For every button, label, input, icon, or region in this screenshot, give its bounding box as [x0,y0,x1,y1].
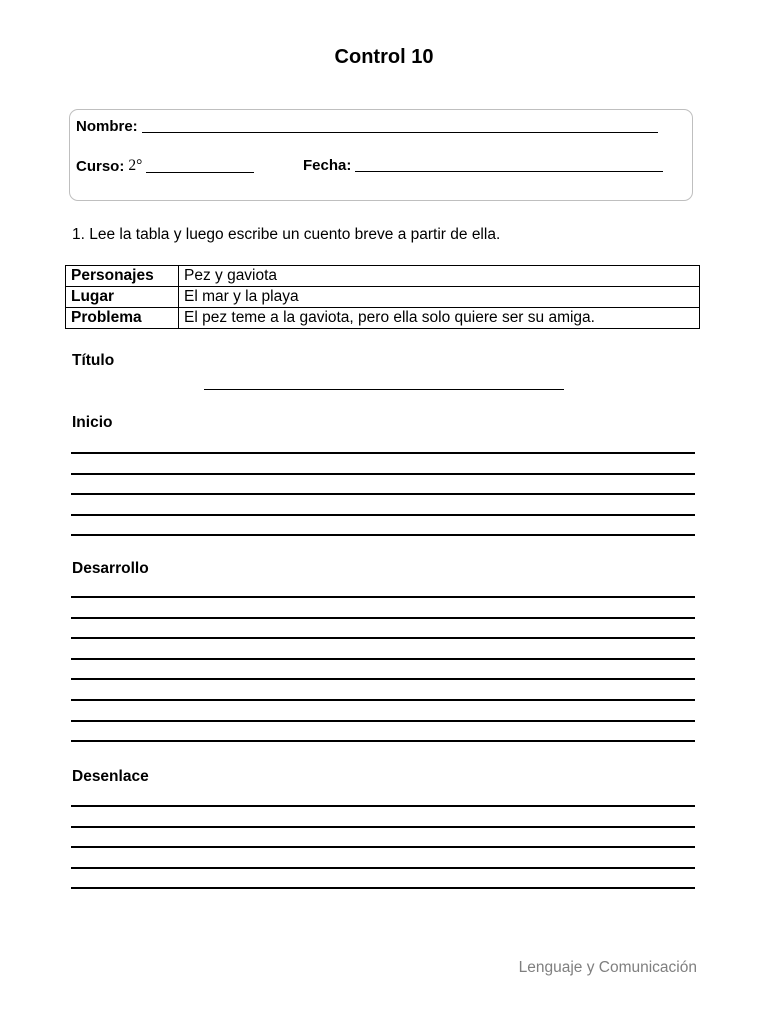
footer-subject: Lenguaje y Comunicación [518,959,697,976]
table-row [66,266,700,287]
fecha-field[interactable] [303,157,663,174]
writing-line[interactable] [71,720,695,722]
writing-line[interactable] [71,699,695,701]
fecha-blank-line[interactable] [355,170,663,172]
story-elements-table [65,265,700,329]
writing-line[interactable] [71,678,695,680]
table-key-cell: Personajes [66,266,179,287]
table-value-cell: El mar y la playa [179,287,700,308]
nombre-label: Nombre: [76,118,138,135]
table-value-cell: El pez teme a la gaviota, pero ella solo quiere ser su amiga. [179,308,700,329]
curso-value: 2° [128,157,143,174]
table-row [66,308,700,329]
nombre-field[interactable] [76,118,658,135]
writing-line[interactable] [71,617,695,619]
table-key-cell: Lugar [66,287,179,308]
writing-line[interactable] [71,826,695,828]
writing-line[interactable] [71,514,695,516]
titulo-writing-line[interactable] [204,389,564,390]
writing-line[interactable] [71,637,695,639]
document-title: Control 10 [334,46,434,68]
desenlace-label: Desenlace [72,768,149,785]
writing-line[interactable] [71,534,695,536]
curso-field[interactable] [76,157,254,175]
curso-label: Curso: [76,158,125,175]
desarrollo-label: Desarrollo [72,560,149,577]
table-key-cell: Problema [66,308,179,329]
writing-line[interactable] [71,493,695,495]
writing-line[interactable] [71,805,695,807]
nombre-blank-line[interactable] [142,131,658,133]
table-row [66,287,700,308]
writing-line[interactable] [71,887,695,889]
writing-line[interactable] [71,658,695,660]
titulo-label: Título [72,352,115,369]
writing-line[interactable] [71,846,695,848]
inicio-label: Inicio [72,414,113,431]
writing-line[interactable] [71,452,695,454]
writing-line[interactable] [71,473,695,475]
curso-blank-line[interactable] [146,171,254,173]
writing-line[interactable] [71,596,695,598]
instruction-text: 1. Lee la tabla y luego escribe un cuento breve a partir de ella. [72,226,501,243]
table-value-cell: Pez y gaviota [179,266,700,287]
writing-line[interactable] [71,740,695,742]
writing-line[interactable] [71,867,695,869]
fecha-label: Fecha: [303,157,352,174]
